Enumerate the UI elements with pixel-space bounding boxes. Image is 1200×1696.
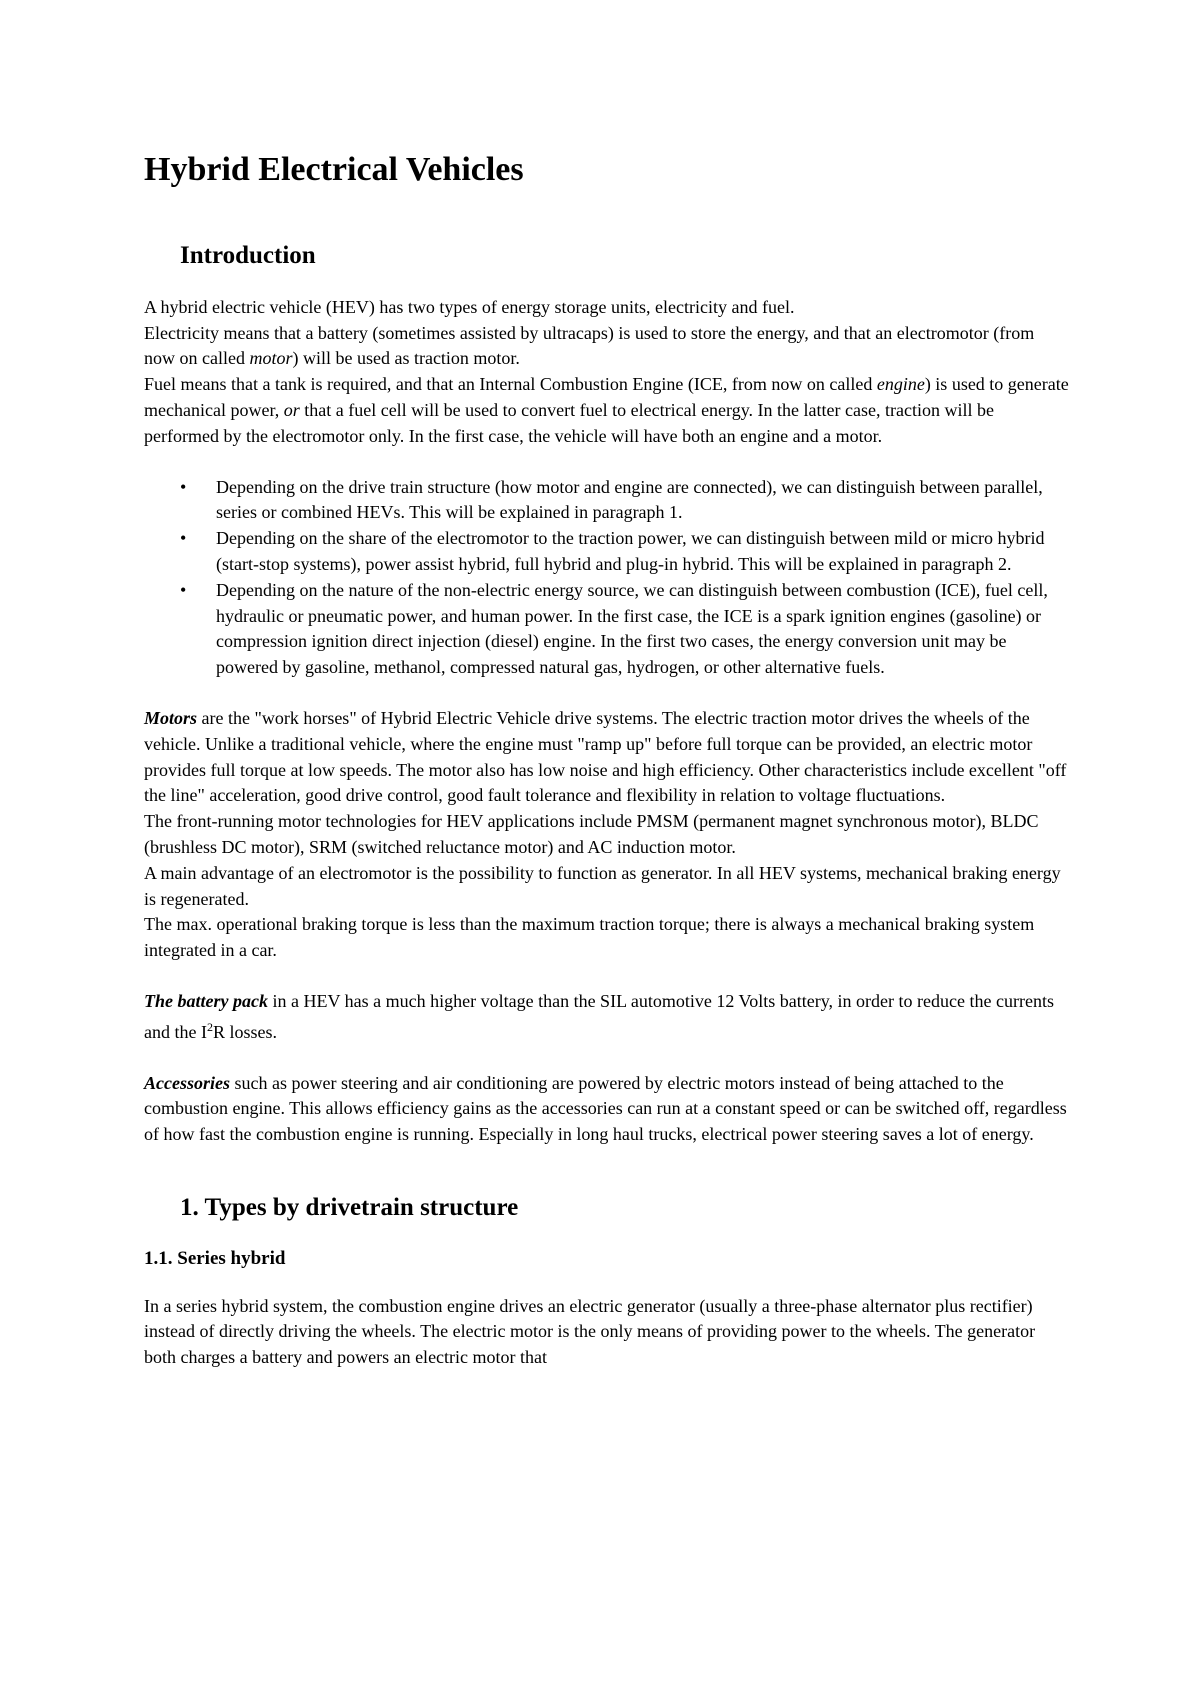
intro-sentence-2: Electricity means that a battery (sometimes assisted by ultracaps) is used to store the energy, and that an electromotor (from now on called (144, 322, 1035, 369)
intro-sentence-3-mid: ) is used to generate mechanical power, (144, 374, 1069, 420)
list-item (180, 526, 1069, 578)
accessories-text: such as power steering and air conditioning are powered by electric motors instead of being attached to the combustion engine. This allows efficiency gains as the accessories can run at a constant speed or can be switched off, regardless of how fast the combustion engine is running. Especially in long haul trucks, electrical power steering saves a lot of energy. (144, 1072, 1067, 1145)
list-item (180, 578, 1069, 681)
list-item (180, 475, 1069, 527)
bullet-icon: • (180, 579, 187, 600)
section-heading-introduction: Introduction (180, 241, 316, 269)
motors-lead-term: Motors (144, 707, 198, 728)
list-item-text: Depending on the drive train structure (how motor and engine are connected), we can distinguish between parallel, series or combined HEVs. This will be explained in paragraph 1. (216, 476, 1043, 523)
intro-paragraph (144, 295, 1069, 450)
bullet-icon: • (180, 528, 187, 549)
intro-sentence-3-end: that a fuel cell will be used to convert fuel to electrical energy. In the latter case, traction will be performed by the electromotor only. In the first case, the vehicle will have both an engine and a motor. (144, 399, 994, 446)
intro-sentence-2-end: ) will be used as traction motor. (292, 348, 520, 369)
section-heading-drivetrain: 1. Types by drivetrain structure (180, 1193, 519, 1221)
intro-bullet-list (144, 475, 1069, 681)
motors-text-1: are the "work horses" of Hybrid Electric Vehicle drive systems. The electric traction motor drives the wheels of the vehicle. Unlike a traditional vehicle, where the engine must "ramp up" before full torque can be provided, an electric motor provides full torque at low speeds. The motor also has low noise and high efficiency. Other characteristics include excellent "off the line" acceleration, good drive control, good fault tolerance and flexibility in relation to voltage fluctuations. (144, 707, 1067, 806)
intro-term-motor: motor (249, 348, 293, 369)
intro-term-or: or (283, 399, 300, 420)
list-item-text: Depending on the share of the electromotor to the traction power, we can distinguish between mild or micro hybrid (start-stop systems), power assist hybrid, full hybrid and plug-in hybrid. This will be explained in paragraph 2. (216, 528, 1045, 574)
list-item-text: Depending on the nature of the non-electric energy source, we can distinguish between combustion (ICE), fuel cell, hydraulic or pneumatic power, and human power. In the first case, the ICE is a spark ignition engines (gasoline) or compression ignition direct injection (diesel) engine. In the first two cases, the energy conversion unit may be powered by gasoline, methanol, compressed natural gas, hydrogen, or other alternative fuels. (216, 579, 1048, 678)
battery-lead-term: The battery pack (144, 990, 268, 1011)
subsection-heading-series-hybrid: 1.1. Series hybrid (144, 1247, 286, 1269)
intro-term-engine: engine (876, 374, 925, 395)
bullet-icon: • (180, 476, 187, 497)
intro-sentence-1: A hybrid electric vehicle (HEV) has two types of energy storage units, electricity and fuel. (144, 296, 795, 317)
series-hybrid-paragraph: In a series hybrid system, the combustion engine drives an electric generator (usually a three-phase alternator plus rectifier) instead of directly driving the wheels. The electric motor is the only means of providing power to the wheels. The generator both charges a battery and powers an electric motor that (144, 1295, 1036, 1368)
accessories-lead-term: Accessories (144, 1072, 230, 1093)
accessories-paragraph (144, 1071, 1069, 1148)
document-page (144, 150, 1069, 1396)
battery-text-1: in a HEV has a much higher voltage than the SIL automotive 12 Volts battery, in order to reduce the currents and the I (144, 990, 1054, 1042)
battery-paragraph (144, 989, 1069, 1046)
document-title: Hybrid Electrical Vehicles (144, 151, 524, 188)
intro-sentence-3: Fuel means that a tank is required, and that an Internal Combustion Engine (ICE, from now on called (144, 374, 877, 395)
battery-text-2: R losses. (212, 1021, 277, 1042)
motors-text-4: The max. operational braking torque is less than the maximum traction torque; there is always a mechanical braking system integrated in a car. (144, 914, 1035, 961)
motors-paragraph (144, 706, 1069, 964)
superscript-two: 2 (206, 1019, 213, 1034)
motors-text-2: The front-running motor technologies for HEV applications include PMSM (permanent magnet synchronous motor), BLDC (brushless DC motor), SRM (switched reluctance motor) and AC induction motor. (144, 811, 1039, 857)
motors-text-3: A main advantage of an electromotor is the possibility to function as generator. In all HEV systems, mechanical braking energy is regenerated. (144, 862, 1061, 909)
